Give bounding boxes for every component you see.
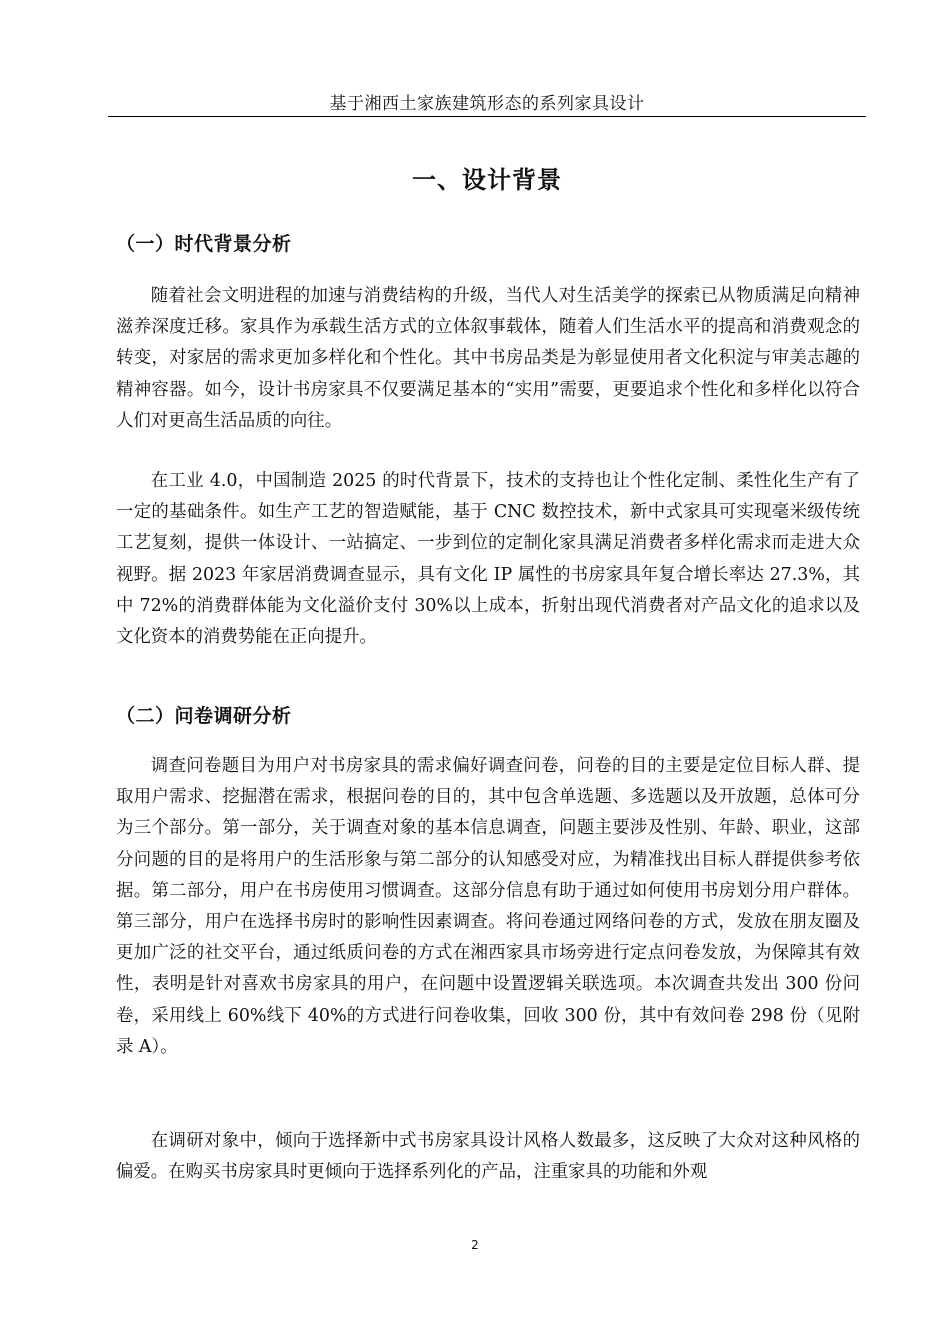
paragraph-era-background-2: 在工业 4.0，中国制造 2025 的时代背景下，技术的支持也让个性化定制、柔性化生产有了一定的基础条件。如生产工艺的智造赋能，基于 CNC 数控技术，新中式家具可实现毫米级传统工艺复刻，提供一体设计、一站搞定、一步到位的定制化家具满足消费者多样化需求而走进大众视野。据 2023 年家居消费调查显示，具有文化 IP 属性的书房家具年复合增长率达 27.3%，其中 72%的消费群体能为文化溢价支付 30%以上成本，折射出现代消费者对产品文化的追求以及文化资本的消费势能在正向提升。: [116, 471, 860, 648]
section-heading-era-background: （一）时代背景分析: [116, 233, 292, 255]
paragraph-questionnaire-1: 调查问卷题目为用户对书房家具的需求偏好调查问卷，问卷的目的主要是定位目标人群、提取用户需求、挖掘潜在需求，根据问卷的目的，其中包含单选题、多选题以及开放题，总体可分为三个部分。第一部分，关于调查对象的基本信息调查，问题主要涉及性别、年龄、职业，这部分问题的目的是将用户的生活形象与第二部分的认知感受对应，为精准找出目标人群提供参考依据。第二部分，用户在书房使用习惯调查。这部分信息有助于通过如何使用书房划分用户群体。第三部分，用户在选择书房时的影响性因素调查。将问卷通过网络问卷的方式，发放在朋友圈及更加广泛的社交平台，通过纸质问卷的方式在湘西家具市场旁进行定点问卷发放，为保障其有效性，表明是针对喜欢书房家具的用户，在问题中设置逻辑关联选项。本次调查共发出 300 份问卷，采用线上 60%线下 40%的方式进行问卷收集，回收 300 份，其中有效问卷 298 份（见附录 A）。: [116, 756, 860, 1057]
paragraph-era-background-1: 随着社会文明进程的加速与消费结构的升级，当代人对生活美学的探索已从物质满足向精神滋养深度迁移。家具作为承载生活方式的立体叙事载体，随着人们生活水平的提高和消费观念的转变，对家居的需求更加多样化和个性化。其中书房品类是为彰显使用者文化积淀与审美志趣的精神容器。如今，设计书房家具不仅要满足基本的“实用”需要，更要追求个性化和多样化以符合人们对更高生活品质的向往。: [116, 286, 860, 431]
running-header-title: 基于湘西土家族建筑形态的系列家具设计: [329, 94, 645, 114]
chapter-title: 一、设计背景: [412, 166, 562, 194]
paragraph-questionnaire-2: 在调研对象中，倾向于选择新中式书房家具设计风格人数最多，这反映了大众对这种风格的偏爱。在购买书房家具时更倾向于选择系列化的产品，注重家具的功能和外观: [116, 1131, 860, 1183]
page-number: 2: [471, 1238, 479, 1252]
header-divider: [108, 116, 866, 117]
section-heading-questionnaire: （二）问卷调研分析: [116, 705, 292, 727]
